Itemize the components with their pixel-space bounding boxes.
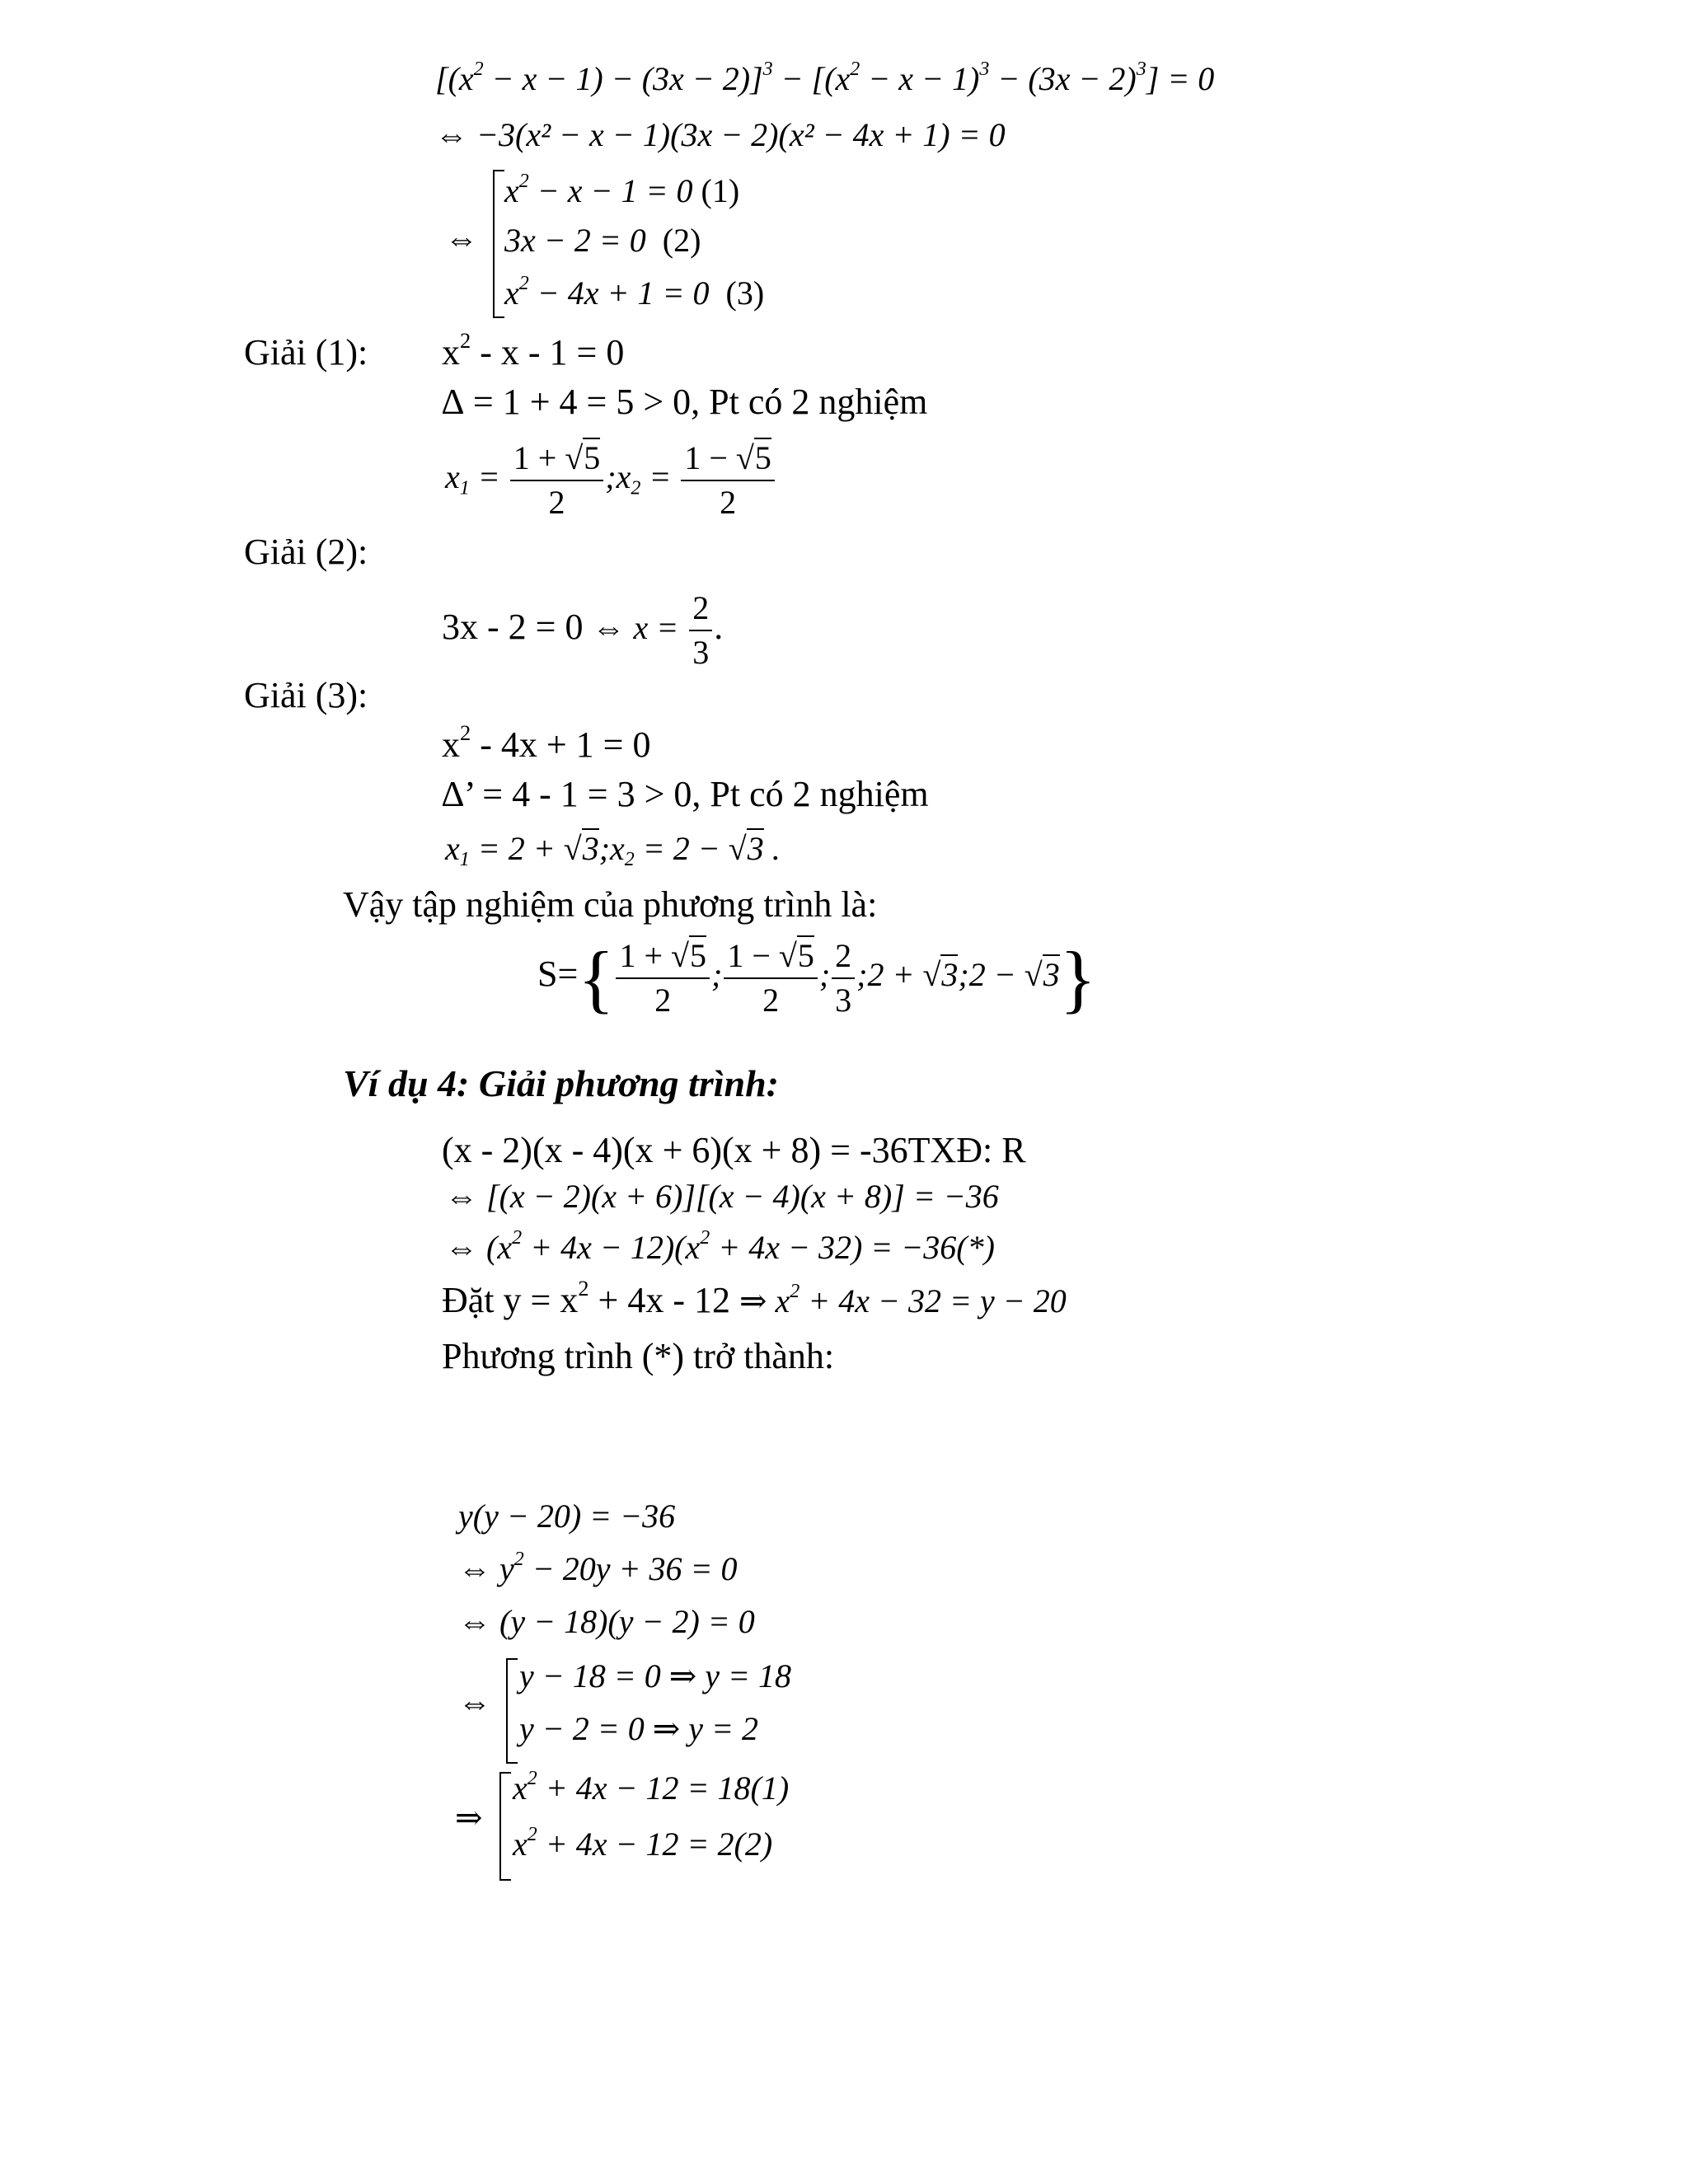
- example-4-step-1: ⇔ [(x − 2)(x + 6)][(x − 4)(x + 8)] = −36: [445, 1178, 999, 1215]
- system-bracket: [493, 170, 504, 318]
- example-4-heading: Ví dụ 4: Giải phương trình:: [343, 1062, 779, 1104]
- system-3-row-2: $x^2 + 4x - 12 = 2(2)$: [513, 1824, 773, 1863]
- solve-1-roots: $x_1$ = $\frac{1 + √5}{2}$ $;x_2$ = $\frac{1 - √5}{2}$: [445, 440, 776, 521]
- equation-line: $[(x^2 - x - 1) - (3x - 2)]^3 - [(x^2 - x - 1)^3 - (3x - 2)^3] = 0$: [435, 59, 1215, 97]
- system-row-3: $x^2 - 4x + 1 = 0$ (3): [504, 273, 765, 312]
- block-2-line-1: y(y − 20) = −36: [458, 1497, 676, 1535]
- implication-arrow: ⇒: [455, 1799, 483, 1836]
- becomes-text: Phương trình (*) trở thành:: [442, 1336, 835, 1376]
- system-bracket-3: [499, 1772, 511, 1881]
- set-fraction-2: $\frac{1 - √5}{2}$: [724, 938, 818, 1019]
- example-4-step-2: ⇔ $(x^2 + 4x - 12)(x^2 + 4x - 32) = -36(*)$: [445, 1227, 995, 1266]
- solve-1-delta: ∆ = 1 + 4 = 5 > 0, Pt có 2 nghiệm: [442, 382, 928, 422]
- solve-3-equation: $x^2 - 4x + 1 = 0$: [442, 720, 651, 765]
- solve-2-label: Giải (2):: [244, 532, 368, 572]
- solve-2-fraction: $\frac{2}{3}$: [689, 590, 712, 671]
- block-2-line-3: ⇔ (y − 18)(y − 2) = 0: [458, 1603, 755, 1640]
- equivalence-line: ⇔ −3(x² − x − 1)(3x − 2)(x² − 4x + 1) = 0: [435, 116, 1006, 153]
- solution-set: S={ $\frac{1 + √5}{2}$ ; $\frac{1 - √5}{2}$ ; $\frac{2}{3}$ ;2 + √3;2 − √3}: [537, 936, 1096, 1020]
- block-2-line-2: ⇔ $y^2 - 20y + 36 = 0$: [458, 1549, 738, 1587]
- equivalence-arrow-2: ⇔: [458, 1684, 491, 1721]
- root-1-fraction: $\frac{1 + √5}{2}$: [510, 440, 604, 521]
- example-4-equation: (x - 2)(x - 4)(x + 6)(x + 8) = -36TXĐ: R: [442, 1130, 1026, 1170]
- set-fraction-3: $\frac{2}{3}$: [832, 938, 855, 1019]
- solve-3-roots: $x_1 = 2$ + $√3;x_2 = 2 - √3$ .: [445, 830, 781, 871]
- solve-1-equation: $x^2 - x - 1 = 0$: [442, 328, 625, 373]
- solve-1-label: Giải (1):: [244, 332, 368, 373]
- equivalence-arrow: ⇔: [445, 220, 478, 257]
- solve-3-delta: ∆’ = 4 - 1 = 3 > 0, Pt có 2 nghiệm: [442, 774, 929, 814]
- set-fraction-1: $\frac{1 + √5}{2}$: [616, 938, 710, 1019]
- root-2-fraction: $\frac{1 - √5}{2}$: [681, 440, 775, 521]
- system-2-row-2: y − 2 = 0 ⇒ y = 2: [519, 1710, 758, 1747]
- substitution-line: Đặt $y = x^2 + 4x - 12$ ⇒ $x^2 + 4x - 32 = y - 20$: [442, 1276, 1067, 1320]
- system-row-1: $x^2 - x - 1 = 0$ (1): [504, 171, 740, 209]
- system-row-2: 3x − 2 = 0 (2): [504, 222, 701, 259]
- conclusion-text: Vậy tập nghiệm của phương trình là:: [343, 884, 878, 925]
- solve-2-equation: 3x - 2 = 0 ⇔ x = $\frac{2}{3}$ .: [442, 589, 724, 671]
- system-bracket-2: [506, 1658, 518, 1764]
- system-2-row-1: y − 18 = 0 ⇒ y = 18: [519, 1657, 791, 1694]
- solve-3-label: Giải (3):: [244, 675, 368, 715]
- system-3-row-1: $x^2 + 4x - 12 = 18(1)$: [513, 1768, 790, 1807]
